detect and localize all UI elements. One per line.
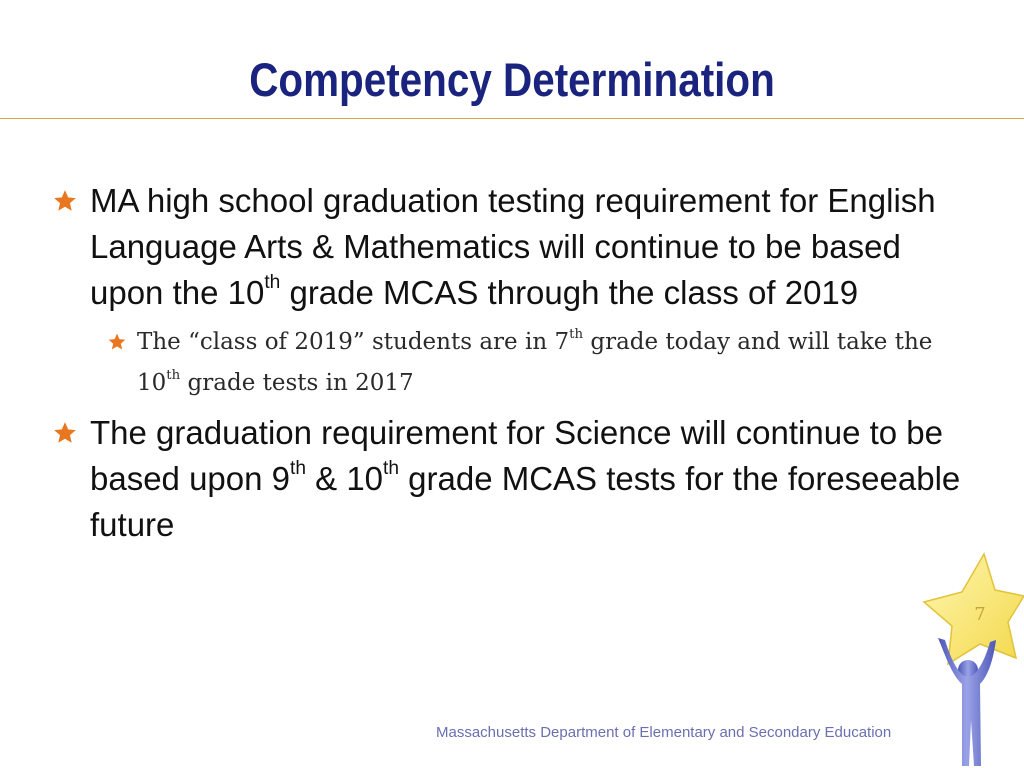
bullet-item [52, 410, 982, 548]
bullet-text: MA high school graduation testing requirement for English Language Arts & Mathematics will continue to be based upon the 10th grade MCAS through the class of 2019 [90, 182, 936, 311]
slide-title: Competency Determination [249, 53, 775, 106]
bullet-item [52, 178, 982, 316]
star-icon [107, 332, 127, 352]
page-number: 7 [974, 604, 986, 625]
star-icon [52, 420, 78, 446]
sub-bullet-text: The “class of 2019” students are in 7th grade today and will take the 10th grade tests in 2017 [137, 326, 933, 396]
star-holding-figure-icon [918, 552, 1024, 768]
star-icon [52, 188, 78, 214]
title-divider [0, 118, 1024, 119]
slide-content [52, 178, 982, 554]
slide-footer: Massachusetts Department of Elementary and Secondary Education [436, 724, 892, 741]
bullet-text: The graduation requirement for Science will continue to be based upon 9th & 10th grade MCAS tests for the foreseeable future [90, 414, 961, 543]
sub-bullet-item [107, 322, 982, 404]
